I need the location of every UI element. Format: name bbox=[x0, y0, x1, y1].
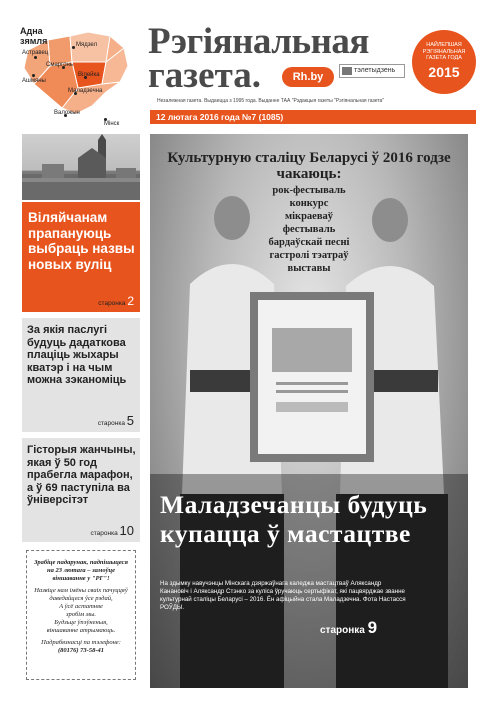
cover-kicker: Культурную сталіцу Беларусі ў 2016 годзе чакаюць: bbox=[167, 150, 451, 182]
subscription-line: Будзьце ўпэўненыя, bbox=[54, 619, 108, 626]
event-item: мікраеваў bbox=[284, 211, 334, 222]
event-item: гастролі тэатраў bbox=[269, 250, 349, 261]
event-item: бардаўскай песні bbox=[268, 237, 350, 248]
award-badge bbox=[412, 30, 476, 94]
map-label-maladzechna: Маладзечна bbox=[68, 88, 103, 94]
event-item: фестываль bbox=[282, 224, 336, 235]
subscription-phone-label: Падрабязнасці па тэлефоне: bbox=[41, 639, 121, 646]
teaser-headline: За якія паслугі будуць дадаткова плаціць жыхары кватэр і на чым можна зэканоміць bbox=[27, 324, 127, 386]
map-label-vileika: Вілейка bbox=[78, 72, 100, 78]
award-text: НАЙЛЕПШАЯ РЭГІЯНАЛЬНАЯ ГАЗЕТА ГОДА bbox=[422, 42, 466, 61]
event-item: конкурс bbox=[289, 198, 329, 209]
subscription-phone: (80176) 73-58-41 bbox=[57, 647, 105, 654]
event-item: выставы bbox=[287, 263, 331, 274]
map-label-smarhon: Смаргонь bbox=[46, 62, 73, 68]
award-year: 2015 bbox=[428, 64, 460, 80]
map-label-minsk: Мінск bbox=[104, 121, 120, 127]
subscription-line: даведайцеся ўсе рэдай, bbox=[49, 595, 113, 602]
cover-photo bbox=[150, 134, 468, 688]
subscription-head: Зрабіце падарунак, падпішыцеся на 23 лютага – замоўце віншаванне у "РГ"! bbox=[34, 559, 128, 582]
map-label-valozhyn: Валожын bbox=[54, 110, 80, 116]
subscription-line: віншаванне атрымаюць. bbox=[46, 627, 116, 634]
issue-date: 12 лютага 2016 года №7 (1085) bbox=[156, 112, 284, 122]
subscription-line: зробім мы. bbox=[66, 611, 96, 618]
events-list bbox=[150, 184, 468, 275]
map-label-ashmiany: Ашмяны bbox=[22, 78, 46, 84]
teaser-marathon-woman[interactable] bbox=[22, 438, 140, 542]
teaser-utility-payments[interactable] bbox=[22, 318, 140, 432]
subscription-line: А ўсё астатняе bbox=[59, 603, 103, 610]
masthead-title-line2: газета. bbox=[148, 55, 261, 96]
cover-main-headline[interactable]: Маладзечанцы будуць купацца ў мастацтве bbox=[160, 490, 428, 548]
map-label-astravets: Астравец bbox=[22, 50, 49, 56]
cover-page-ref[interactable]: старонка 9 bbox=[320, 618, 378, 637]
map-title: Адна зямля bbox=[20, 26, 48, 46]
subscription-ad bbox=[26, 550, 136, 680]
subscription-line: Назвіце нам імёны сваіх пачуццяў bbox=[34, 587, 128, 594]
teaser-page-ref: старонка 5 bbox=[97, 413, 134, 428]
masthead-subline: Незалежная газета. Выдаецца з 1995 года. Выданне ТАА "Рэдакцыя газеты "Рэгіянальная газета" bbox=[157, 98, 385, 104]
masthead-title-line1: Рэгіянальная bbox=[148, 21, 369, 62]
teaser-street-names[interactable] bbox=[22, 202, 140, 312]
dateline-bar bbox=[150, 110, 476, 124]
teaser-headline: Віляйчанам прапануюць выбраць назвы новых вуліц bbox=[28, 210, 135, 272]
church-photo bbox=[22, 134, 140, 200]
tv-icon bbox=[342, 67, 352, 75]
teaser-page-ref: старонка 2 bbox=[98, 294, 134, 308]
website-badge[interactable]: Rh.by bbox=[282, 67, 334, 87]
partner-logo: тэлетыдзень bbox=[339, 64, 405, 78]
event-item: рок-фестываль bbox=[272, 185, 346, 196]
photo-caption: На здымку навучэнцы Мінскага дзяржаўнага каледжа мастацтваў Аляксандр Канановіч і Аляксандр Стэнко за куліса ўручаюць сертыфікат, які пацвярджае званне культурнай сталіцы Беларусі – 2016. Ён афіцыйна стала Маладзечна. Фота Настасся РОЎДЫ. bbox=[160, 580, 406, 611]
map-label-miadzel: Мядзел bbox=[76, 42, 98, 48]
teaser-page-ref: старонка 10 bbox=[90, 523, 134, 538]
teaser-headline: Гісторыя жанчыны, якая ў 50 год прабегла марафон, а ў 69 паступіла ва ўніверсітэт bbox=[27, 444, 136, 506]
